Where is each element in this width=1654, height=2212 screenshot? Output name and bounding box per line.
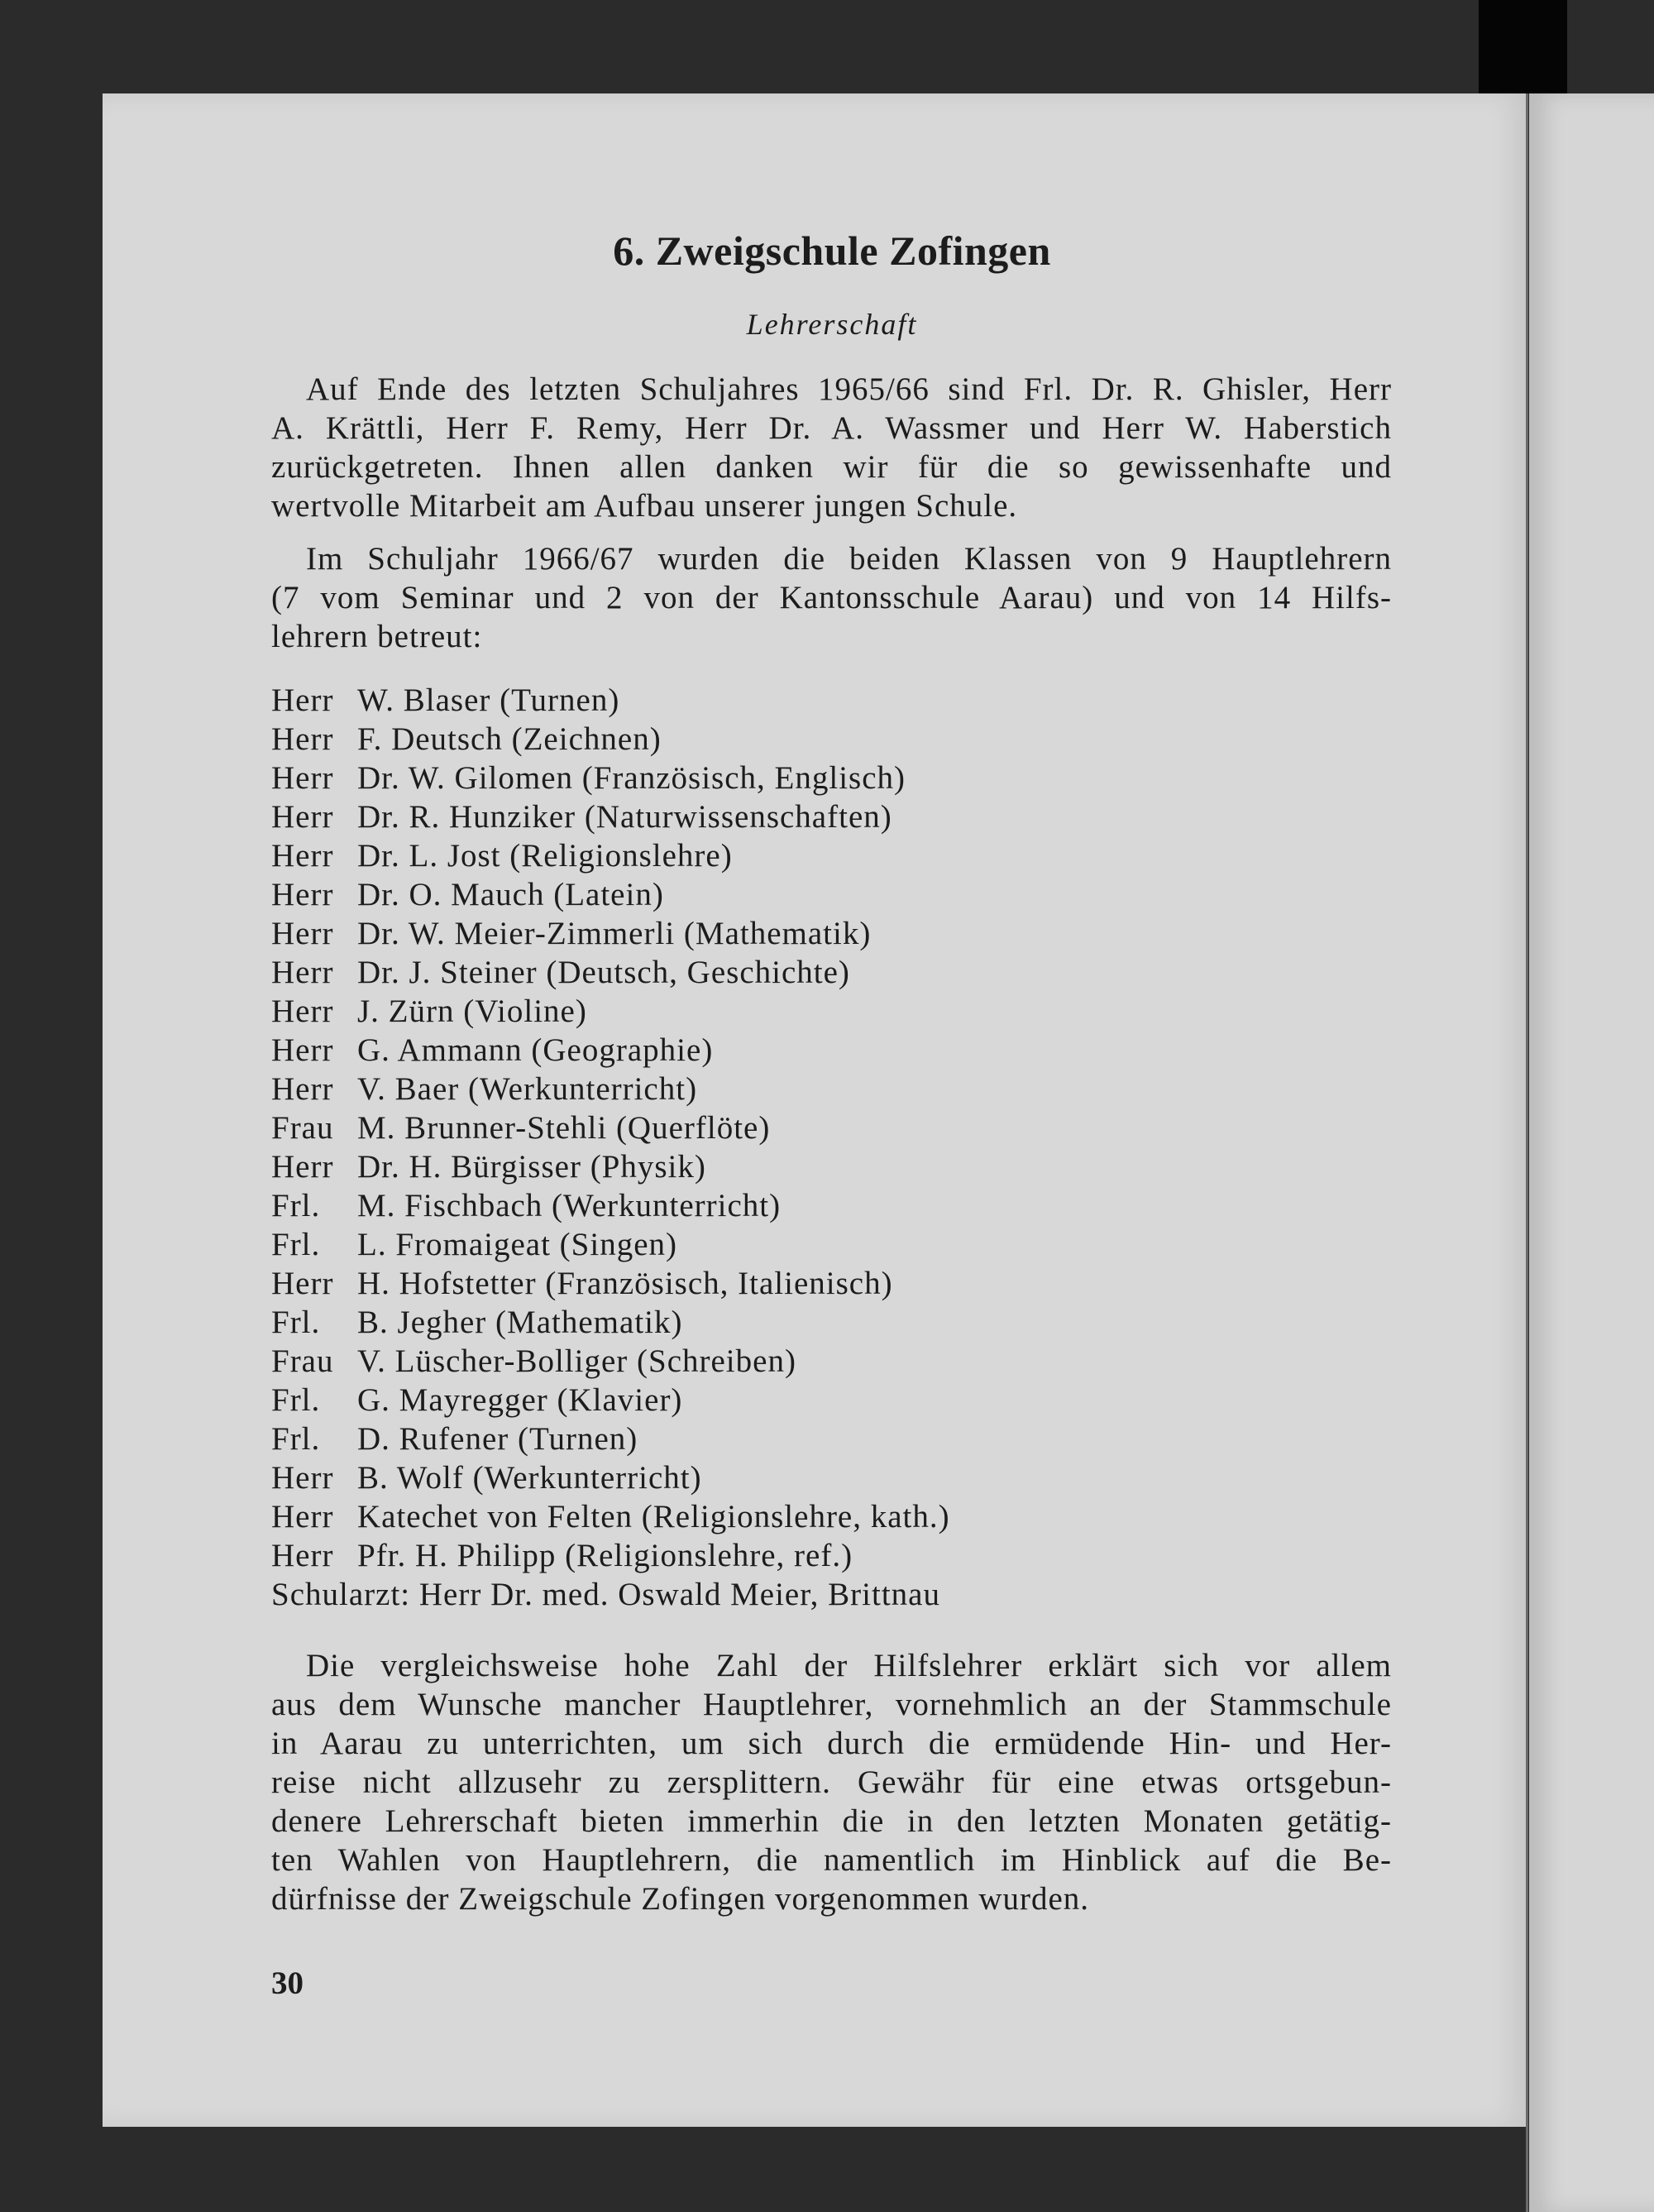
teacher-name-subject: V. Lüscher-Bolliger (Schreiben) [357,1343,796,1379]
teacher-title: Frl. [271,1382,321,1418]
list-item [271,1303,1392,1342]
teacher-name-subject: J. Zürn (Violine) [357,993,587,1029]
teacher-title: Herr [271,1538,334,1573]
book-gutter [1526,93,1528,2212]
teacher-name-subject: Dr. R. Hunziker (Naturwissenschaften) [357,799,892,835]
teacher-title: Herr [271,1266,334,1301]
teacher-title: Herr [271,682,334,718]
list-item [271,1536,1392,1575]
teacher-list [271,681,1392,1614]
teacher-name-subject: Pfr. H. Philipp (Religionslehre, ref.) [357,1538,853,1573]
teacher-title: Herr [271,993,334,1029]
teacher-title: Frl. [271,1227,321,1262]
teacher-name-subject: Dr. W. Meier-Zimmerli (Mathematik) [357,916,872,951]
teacher-name-subject: D. Rufener (Turnen) [357,1421,638,1457]
teacher-name-subject: Katechet von Felten (Religionslehre, kath.) [357,1499,950,1535]
teacher-name-subject: Dr. J. Steiner (Deutsch, Geschichte) [357,955,850,990]
list-item [271,875,1392,914]
teacher-title: Frau [271,1110,334,1146]
facing-page-edge [1529,93,1654,2212]
text-line: denere Lehrerschaft bieten immerhin die in den letzten Monaten getätig- [271,1803,1392,1839]
teacher-name-subject: B. Jegher (Mathematik) [357,1305,683,1340]
teacher-name-subject: F. Deutsch (Zeichnen) [357,721,662,757]
teacher-name-subject: Dr. H. Bürgisser (Physik) [357,1149,706,1185]
section-subtitle: Lehrerschaft [746,308,918,341]
paragraph-explanation [271,1646,1392,1918]
teacher-title: Herr [271,838,334,874]
teacher-name-subject: Dr. W. Gilomen (Französisch, Englisch) [357,760,906,796]
school-doctor: Schularzt: Herr Dr. med. Oswald Meier, Brittnau [271,1577,940,1612]
list-item [271,1108,1392,1147]
teacher-title: Herr [271,877,334,912]
list-item [271,1147,1392,1186]
teacher-title: Herr [271,1149,334,1185]
teacher-name-subject: L. Fromaigeat (Singen) [357,1227,677,1262]
list-item [271,1420,1392,1458]
teacher-title: Herr [271,760,334,796]
teacher-name-subject: V. Baer (Werkunterricht) [357,1071,698,1107]
text-line: A. Krättli, Herr F. Remy, Herr Dr. A. Wassmer und Herr W. Haberstich [271,410,1392,446]
text-line: Auf Ende des letzten Schuljahres 1965/66 sind Frl. Dr. R. Ghisler, Herr [306,371,1392,407]
list-item [271,1031,1392,1070]
teacher-title: Herr [271,916,334,951]
teacher-name-subject: G. Ammann (Geographie) [357,1032,714,1068]
section-title: 6. Zweigschule Zofingen [613,227,1051,274]
teacher-title: Herr [271,1499,334,1535]
text-line: dürfnisse der Zweigschule Zofingen vorgenommen wurden. [271,1881,1090,1917]
teacher-name-subject: B. Wolf (Werkunterricht) [357,1460,702,1496]
teacher-title: Frl. [271,1305,321,1340]
list-item [271,1070,1392,1108]
list-item [271,1186,1392,1225]
list-item [271,992,1392,1031]
teacher-title: Frau [271,1343,334,1379]
teacher-title: Herr [271,1032,334,1068]
paragraph-retirements [271,370,1392,525]
teacher-name-subject: M. Brunner-Stehli (Querflöte) [357,1110,771,1146]
teacher-title: Herr [271,955,334,990]
list-item [271,1264,1392,1303]
list-item [271,1381,1392,1420]
teacher-title: Herr [271,1460,334,1496]
list-item [271,1458,1392,1497]
list-item [271,681,1392,720]
list-item [271,836,1392,875]
text-line: (7 vom Seminar und 2 von der Kantonsschule Aarau) und von 14 Hilfs- [271,580,1392,615]
teacher-title: Herr [271,721,334,757]
list-item [271,1497,1392,1536]
list-item [271,953,1392,992]
list-item [271,1342,1392,1381]
text-line: reise nicht allzusehr zu zersplittern. Gewähr für eine etwas ortsgebun- [271,1764,1392,1800]
list-item [271,914,1392,953]
teacher-name-subject: G. Mayregger (Klavier) [357,1382,683,1418]
text-line: Im Schuljahr 1966/67 wurden die beiden Klassen von 9 Hauptlehrern [306,541,1392,577]
text-line: ten Wahlen von Hauptlehrern, die namentlich im Hinblick auf die Be- [271,1842,1392,1878]
text-line: lehrern betreut: [271,619,483,654]
teacher-name-subject: W. Blaser (Turnen) [357,682,620,718]
text-line: wertvolle Mitarbeit am Aufbau unserer jungen Schule. [271,488,1018,524]
teacher-title: Herr [271,799,334,835]
list-item [271,720,1392,759]
teacher-name-subject: Dr. O. Mauch (Latein) [357,877,664,912]
scan-background-dark [1479,0,1567,93]
list-item [271,797,1392,836]
teacher-name-subject: H. Hofstetter (Französisch, Italienisch) [357,1266,893,1301]
text-line: in Aarau zu unterrichten, um sich durch die ermüdende Hin- und Her- [271,1726,1392,1761]
page-number: 30 [271,1965,304,2001]
list-item [271,759,1392,797]
teacher-name-subject: Dr. L. Jost (Religionslehre) [357,838,733,874]
teacher-name-subject: M. Fischbach (Werkunterricht) [357,1188,782,1223]
teacher-title: Frl. [271,1421,321,1457]
text-line: Die vergleichsweise hohe Zahl der Hilfslehrer erklärt sich vor allem [306,1648,1392,1683]
paragraph-staffing [271,539,1392,656]
teacher-title: Herr [271,1071,334,1107]
list-item [271,1225,1392,1264]
text-line: aus dem Wunsche mancher Hauptlehrer, vornehmlich an der Stammschule [271,1687,1392,1722]
teacher-title: Frl. [271,1188,321,1223]
text-line: zurückgetreten. Ihnen allen danken wir für die so gewissenhafte und [271,449,1392,485]
